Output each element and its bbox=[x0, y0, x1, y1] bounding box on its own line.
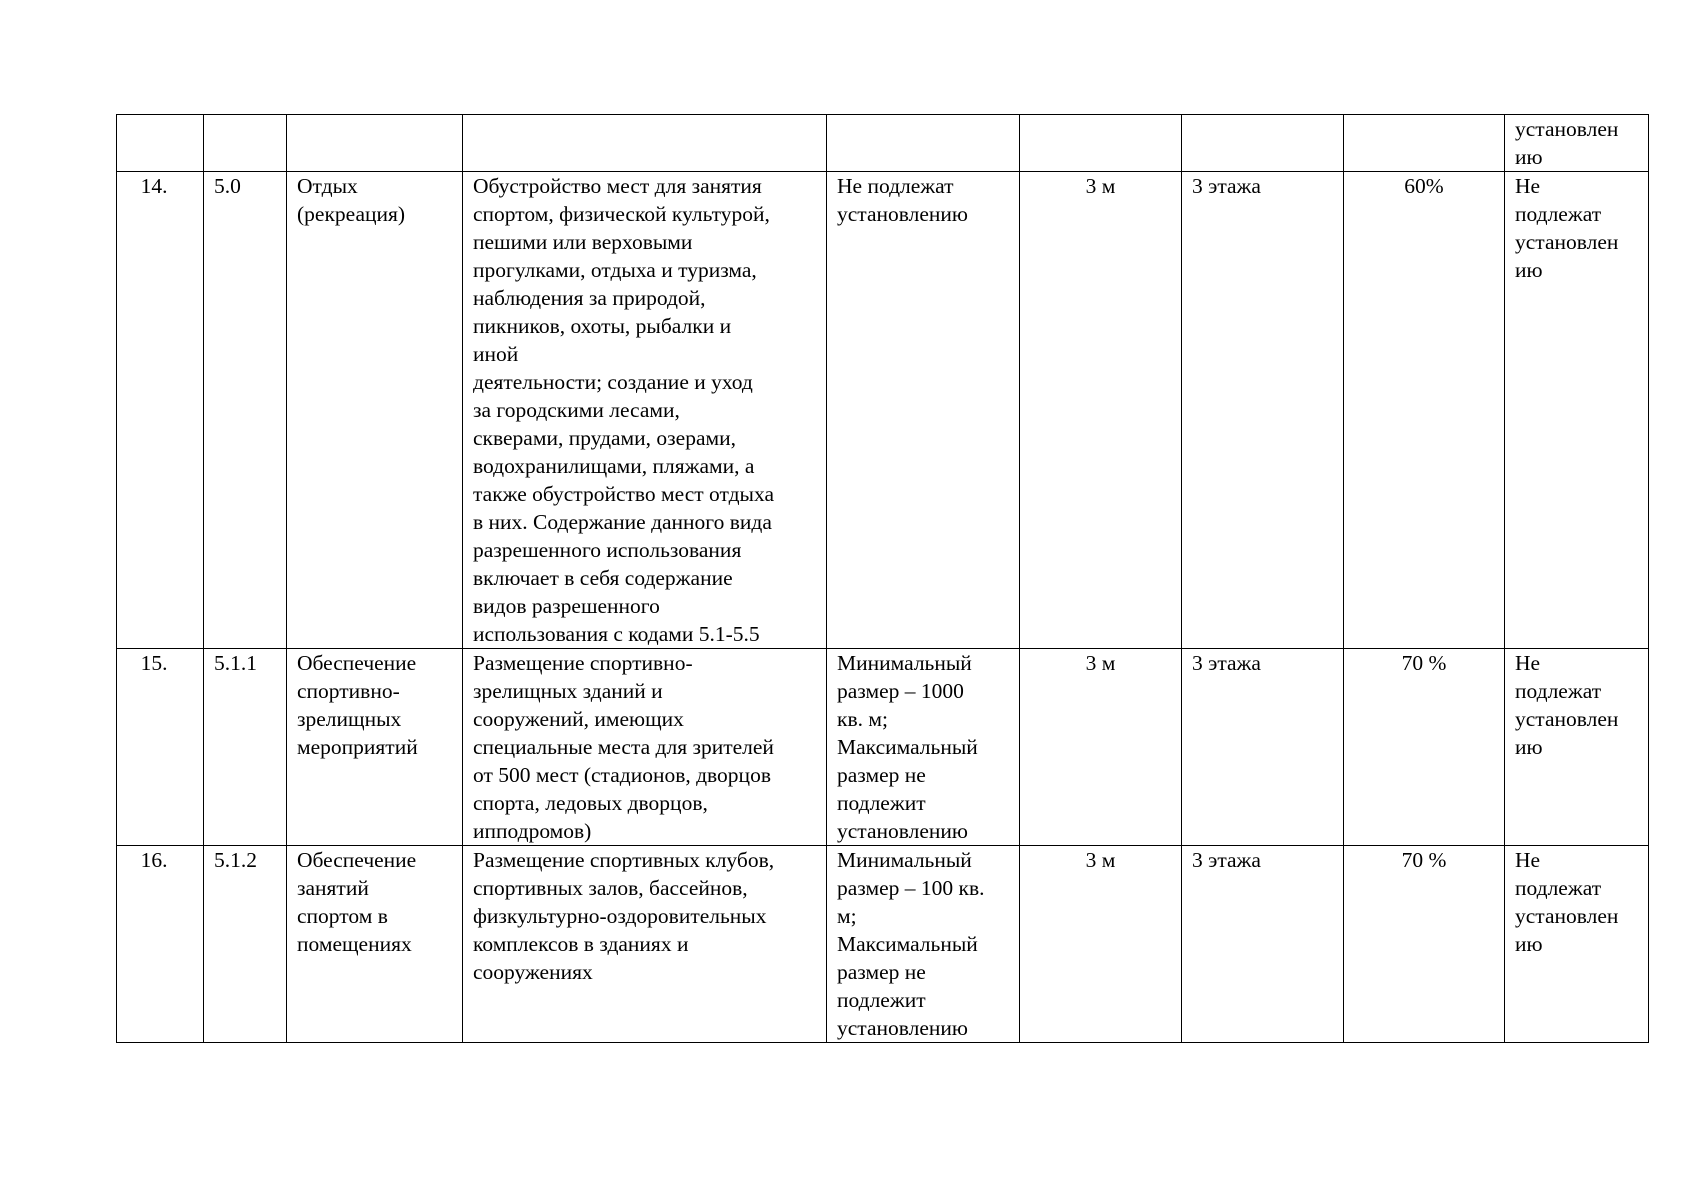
coverage-cell: 70 % bbox=[1344, 649, 1505, 846]
row-number-cell: 14. bbox=[117, 172, 204, 649]
setback-cell: 3 м bbox=[1020, 172, 1182, 649]
floors-cell: 3 этажа bbox=[1182, 649, 1344, 846]
use-description-cell: Обустройство мест для занятия спортом, физической культурой, пешими или верховыми прогулками, отдыха и туризма, наблюдения за природой, пикников, охоты, рыбалки и иной деятельности; создание и уход за городскими лесами, скверами, прудами, озерами, водохранилищами, пляжами, а также обустройство мест отдыха в них. Содержание данного вида разрешенного использования включает в себя содержание видов разрешенного использования с кодами 5.1-5.5 bbox=[463, 172, 827, 649]
setback-cell: 3 м bbox=[1020, 846, 1182, 1043]
coverage-cell: 60% bbox=[1344, 172, 1505, 649]
other-params-cell: установлен ию bbox=[1505, 115, 1649, 172]
use-description-cell: Размещение спортивно- зрелищных зданий и сооружений, имеющих специальные места для зрителей от 500 мест (стадионов, дворцов спорта, ледовых дворцов, ипподромов) bbox=[463, 649, 827, 846]
row-number-cell: 15. bbox=[117, 649, 204, 846]
plot-size-cell: Минимальный размер – 100 кв. м; Максимальный размер не подлежит установлению bbox=[827, 846, 1020, 1043]
use-code-cell: 5.1.1 bbox=[204, 649, 287, 846]
floors-cell bbox=[1182, 115, 1344, 172]
floors-cell: 3 этажа bbox=[1182, 846, 1344, 1043]
row-number-cell: 16. bbox=[117, 846, 204, 1043]
table-row bbox=[117, 115, 1649, 172]
other-params-cell: Не подлежат установлен ию bbox=[1505, 649, 1649, 846]
use-description-cell bbox=[463, 115, 827, 172]
plot-size-cell: Минимальный размер – 1000 кв. м; Максимальный размер не подлежит установлению bbox=[827, 649, 1020, 846]
coverage-cell bbox=[1344, 115, 1505, 172]
table-row bbox=[117, 172, 1649, 649]
use-name-cell: Обеспечение занятий спортом в помещениях bbox=[287, 846, 463, 1043]
use-name-cell: Отдых (рекреация) bbox=[287, 172, 463, 649]
use-name-cell bbox=[287, 115, 463, 172]
setback-cell bbox=[1020, 115, 1182, 172]
table-row bbox=[117, 846, 1649, 1043]
use-code-cell: 5.0 bbox=[204, 172, 287, 649]
coverage-cell: 70 % bbox=[1344, 846, 1505, 1043]
use-code-cell: 5.1.2 bbox=[204, 846, 287, 1043]
land-use-regulations-table bbox=[116, 114, 1649, 1043]
row-number-cell bbox=[117, 115, 204, 172]
table-row bbox=[117, 649, 1649, 846]
setback-cell: 3 м bbox=[1020, 649, 1182, 846]
other-params-cell: Не подлежат установлен ию bbox=[1505, 172, 1649, 649]
other-params-cell: Не подлежат установлен ию bbox=[1505, 846, 1649, 1043]
floors-cell: 3 этажа bbox=[1182, 172, 1344, 649]
use-description-cell: Размещение спортивных клубов, спортивных залов, бассейнов, физкультурно-оздоровительных комплексов в зданиях и сооружениях bbox=[463, 846, 827, 1043]
plot-size-cell: Не подлежат установлению bbox=[827, 172, 1020, 649]
plot-size-cell bbox=[827, 115, 1020, 172]
use-code-cell bbox=[204, 115, 287, 172]
use-name-cell: Обеспечение спортивно- зрелищных мероприятий bbox=[287, 649, 463, 846]
